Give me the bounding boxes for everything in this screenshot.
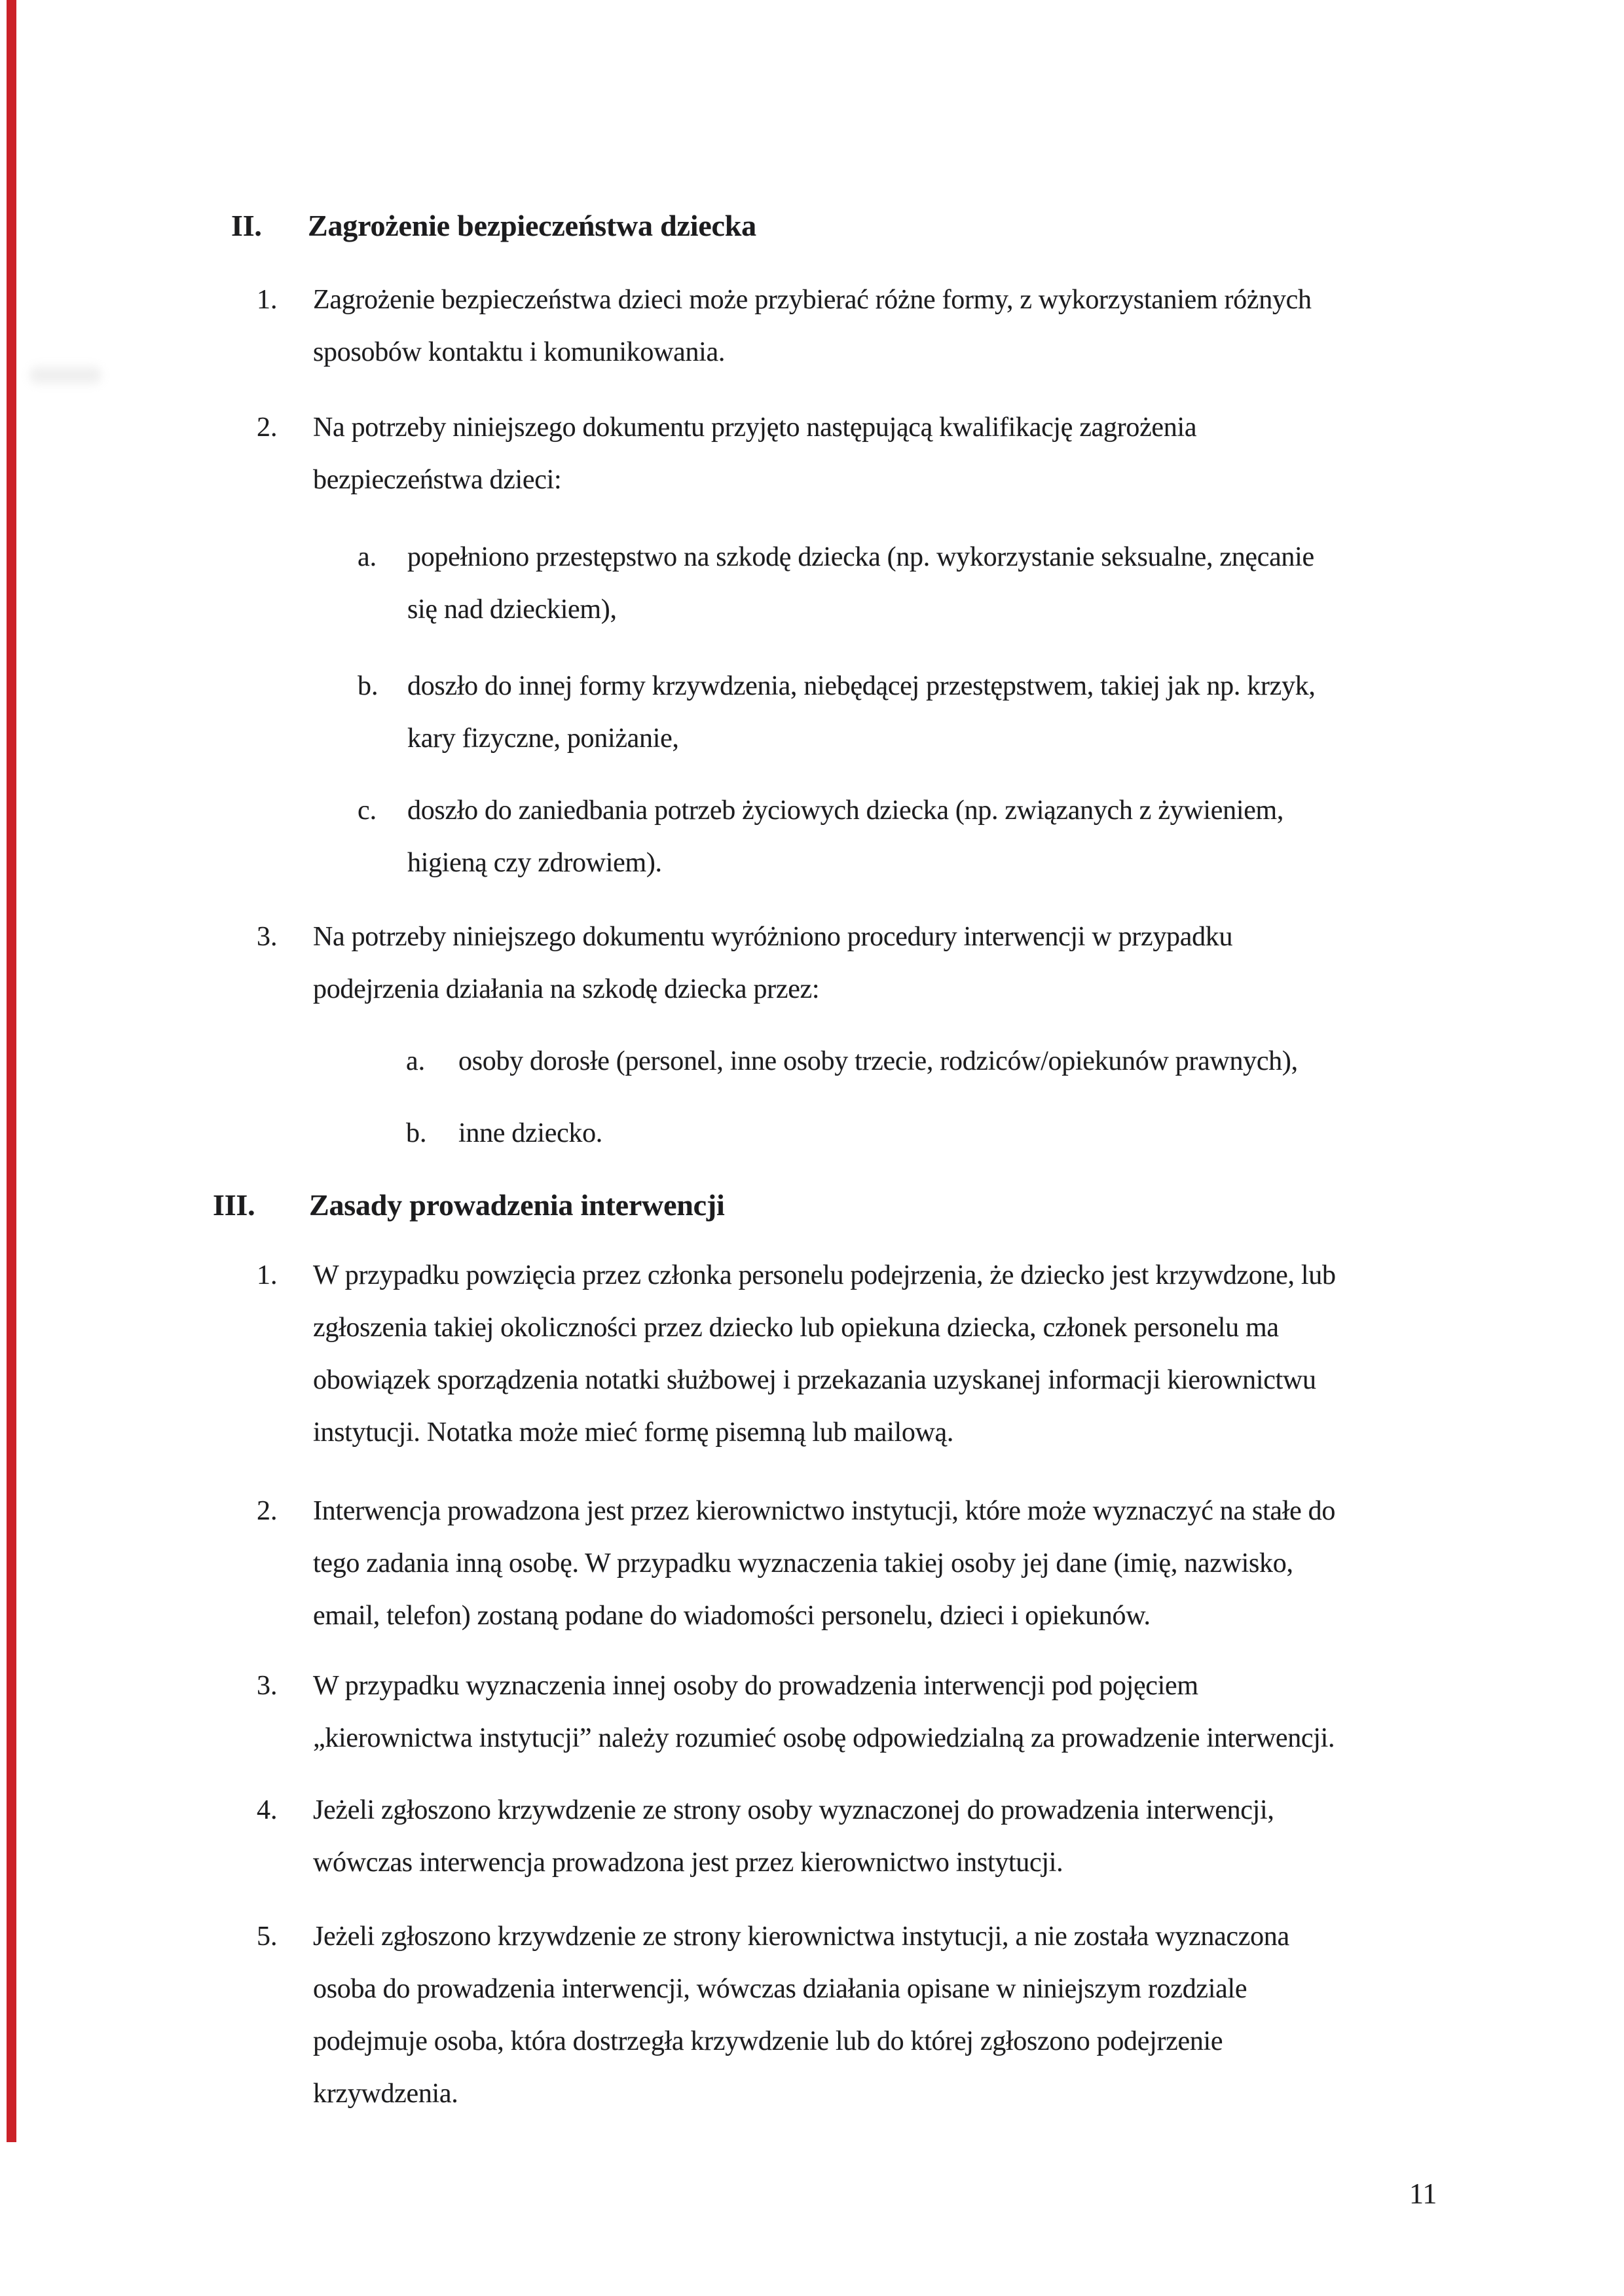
item-number: 1. <box>257 285 278 315</box>
text-line: Jeżeli zgłoszono krzywdzenie ze strony osoby wyznaczonej do prowadzenia interwencji, <box>313 1795 1274 1825</box>
text-line: W przypadku powzięcia przez członka personelu podejrzenia, że dziecko jest krzywdzone, lub <box>313 1260 1336 1290</box>
text-line: Na potrzeby niniejszego dokumentu przyjęto następującą kwalifikację zagrożenia <box>313 412 1197 443</box>
text-line: email, telefon) zostaną podane do wiadomości personelu, dzieci i opiekunów. <box>313 1601 1151 1631</box>
text-line: Interwencja prowadzona jest przez kierownictwo instytucji, które może wyznaczyć na stałe do <box>313 1496 1336 1526</box>
item-number: 1. <box>257 1260 278 1290</box>
text-line: doszło do innej formy krzywdzenia, niebędącej przestępstwem, takiej jak np. krzyk, <box>407 671 1316 701</box>
text-line: inne dziecko. <box>458 1118 603 1148</box>
section-numeral: III. <box>213 1188 255 1222</box>
list-subitem <box>406 1107 602 1159</box>
list-item <box>257 274 1312 378</box>
text-line: kary fizyczne, poniżanie, <box>407 723 679 754</box>
item-letter: a. <box>406 1046 426 1076</box>
text-line: osoby dorosłe (personel, inne osoby trzecie, rodziców/opiekunów prawnych), <box>458 1046 1298 1076</box>
item-letter: a. <box>358 542 377 572</box>
text-line: bezpieczeństwa dzieci: <box>313 465 562 495</box>
item-number: 3. <box>257 1671 278 1701</box>
text-line: higieną czy zdrowiem). <box>407 848 662 878</box>
item-number: 4. <box>257 1795 278 1825</box>
page-number: 11 <box>1409 2178 1437 2210</box>
text-line: popełniono przestępstwo na szkodę dziecka (np. wykorzystanie seksualne, znęcanie <box>407 542 1314 572</box>
text-line: Zagrożenie bezpieczeństwa dzieci może przybierać różne formy, z wykorzystaniem różnych <box>313 285 1312 315</box>
text-line: tego zadania inną osobę. W przypadku wyznaczenia takiej osoby jej dane (imię, nazwisko, <box>313 1548 1293 1578</box>
scan-edge-stripe <box>7 0 16 2142</box>
text-line: zgłoszenia takiej okoliczności przez dziecko lub opiekuna dziecka, członek personelu ma <box>313 1313 1279 1343</box>
text-line: instytucji. Notatka może mieć formę pisemną lub mailową. <box>313 1417 954 1448</box>
item-number: 5. <box>257 1922 278 1952</box>
item-letter: b. <box>406 1118 427 1148</box>
list-item <box>257 401 1196 506</box>
list-subitem <box>358 660 1316 765</box>
list-subitem <box>358 531 1314 636</box>
section-title: Zagrożenie bezpieczeństwa dziecka <box>308 209 756 242</box>
text-line: Na potrzeby niniejszego dokumentu wyróżniono procedury interwencji w przypadku <box>313 922 1233 952</box>
item-letter: b. <box>358 671 378 701</box>
list-subitem <box>406 1035 1298 1087</box>
list-subitem <box>358 784 1283 889</box>
scan-smudge-artifact <box>29 367 101 384</box>
text-line: W przypadku wyznaczenia innej osoby do prowadzenia interwencji pod pojęciem <box>313 1671 1198 1701</box>
list-item <box>257 911 1232 1015</box>
section-title: Zasady prowadzenia interwencji <box>309 1188 725 1222</box>
list-item <box>257 1784 1274 1889</box>
list-item <box>257 1249 1336 1459</box>
text-line: krzywdzenia. <box>313 2079 458 2109</box>
item-letter: c. <box>358 795 377 826</box>
list-item <box>257 1910 1289 2120</box>
text-line: doszło do zaniedbania potrzeb życiowych dziecka (np. związanych z żywieniem, <box>407 795 1284 826</box>
text-line: Jeżeli zgłoszono krzywdzenie ze strony kierownictwa instytucji, a nie została wyznaczona <box>313 1922 1289 1952</box>
section-numeral: II. <box>231 209 262 242</box>
text-line: podejrzenia działania na szkodę dziecka przez: <box>313 974 820 1004</box>
list-item <box>257 1660 1335 1764</box>
text-line: „kierownictwa instytucji” należy rozumieć osobę odpowiedzialną za prowadzenie interwencji. <box>313 1723 1335 1753</box>
list-item <box>257 1485 1335 1642</box>
item-number: 3. <box>257 922 278 952</box>
text-line: osoba do prowadzenia interwencji, wówczas działania opisane w niniejszym rozdziale <box>313 1974 1247 2004</box>
text-line: wówczas interwencja prowadzona jest przez kierownictwo instytucji. <box>313 1848 1063 1878</box>
item-number: 2. <box>257 1496 278 1526</box>
text-line: się nad dzieckiem), <box>407 594 617 625</box>
text-line: obowiązek sporządzenia notatki służbowej i przekazania uzyskanej informacji kierownictwu <box>313 1365 1316 1395</box>
text-line: podejmuje osoba, która dostrzegła krzywdzenie lub do której zgłoszono podejrzenie <box>313 2026 1223 2056</box>
item-number: 2. <box>257 412 278 443</box>
text-line: sposobów kontaktu i komunikowania. <box>313 337 726 367</box>
